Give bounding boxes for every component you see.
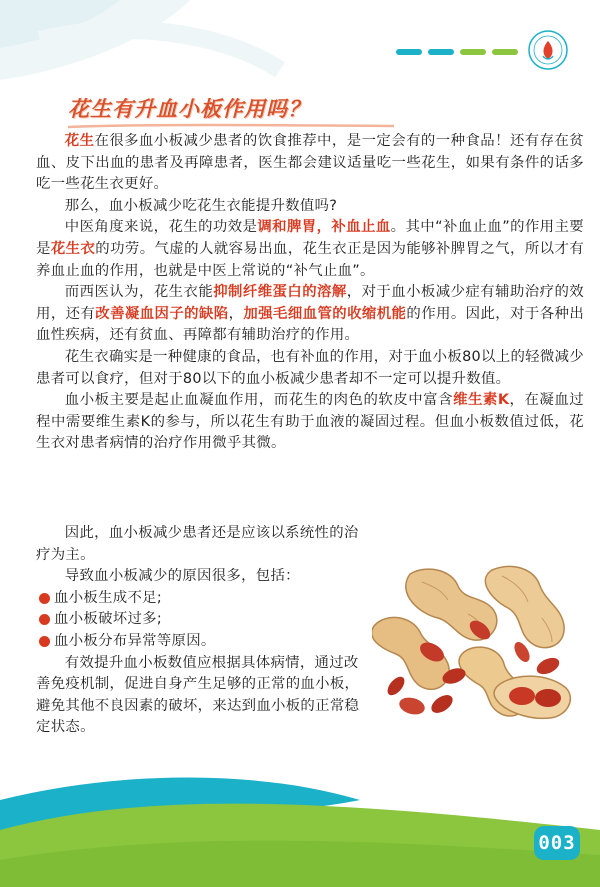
page-title: 花生有升血小板作用吗？ [68, 97, 310, 121]
peanut-shell-icon [485, 567, 564, 648]
highlight-text: 花生衣 [50, 240, 96, 257]
advice-text: 有效提升血小板数值应根据具体病情，通过改善免疫机制，促进自身产生足够的正常的血小板，避免其他不良因素的破坏，来达到血小板的正常稳定状态。 [36, 654, 360, 736]
highlight-text: 调和脾胃，补血止血 [257, 219, 391, 236]
paragraph [36, 196, 584, 218]
bullet-dot-icon [39, 614, 50, 625]
body-text: 在很多血小板减少患者的饮食推荐中，是一定会有的一种食品！还有存在贫血、皮下出血的患者及再障患者，医生都会建议适量吃一些花生，如果有条件的话多吃一些花生衣更好。 [36, 133, 584, 193]
paragraph [36, 390, 584, 455]
highlight-text: 加强毛细血管的收缩机能 [243, 305, 407, 322]
paragraph [36, 131, 584, 196]
body-text: 的作用。因此，对于各种出血性疾病，还有贫血、再障都有辅助治疗的作用。 [36, 305, 585, 344]
bullet-dot-icon [39, 593, 50, 604]
conclusion-section [36, 523, 370, 739]
body-text: ，对于血小板减少症有辅助治疗的效用，还有 [36, 284, 584, 322]
header-dash-decoration [396, 46, 526, 58]
bullet-dot-icon [39, 636, 50, 647]
title-underline-decoration [66, 122, 396, 130]
list-item-text: 血小板生成不足; [54, 589, 162, 606]
highlight-text: 抑制纤维蛋白的溶解 [213, 284, 347, 301]
body-text: 血小板主要是起止血凝血作用，而花生的肉色的软皮中富含 [64, 392, 454, 409]
body-text: 的功劳。气虚的人就容易出血，花生衣正是因为能够补脾胃之气，所以才有养血止血的作用，也就是中医上常说的“补气止血”。 [36, 240, 585, 279]
body-text: 花生衣确实是一种健康的食品，也有补血的作用，对于血小板80以上的轻微减少患者可以食疗，但对于80以下的血小板减少患者却不一定可以提升数值。 [36, 348, 584, 387]
highlight-text: 维生素K [453, 392, 510, 409]
list-item-text: 血小板破坏过多; [54, 611, 162, 628]
article-body [36, 131, 584, 455]
body-text: ，在凝血过程中需要维生素K的参与，所以花生有助于血液的凝固过程。但血小板数值过低，花生衣对患者病情的治疗作用微乎其微。 [36, 392, 584, 452]
list-item [36, 588, 370, 610]
highlight-text: 改善凝血因子的缺陷 [95, 305, 229, 322]
causes-list [36, 588, 370, 653]
paragraph [36, 282, 584, 347]
hospital-logo-icon [526, 28, 570, 72]
highlight-text: 花生 [64, 133, 95, 149]
body-text: 中医角度来说，花生的功效是 [64, 219, 258, 236]
list-item [36, 609, 370, 631]
paragraph [36, 217, 584, 282]
list-item [36, 631, 370, 653]
peanut-illustration [372, 556, 576, 736]
causes-intro: 导致血小板减少的原因很多，包括： [64, 568, 300, 585]
page-number-badge: 003 [534, 826, 580, 860]
list-item-text: 血小板分布异常等原因。 [54, 632, 216, 649]
body-text: 而西医认为，花生衣能 [64, 284, 214, 301]
paragraph [36, 347, 584, 390]
body-text: 那么，血小板减少吃花生衣能提升数值吗? [64, 197, 338, 214]
body-text: 。其中“补血止血”的作用主要是 [36, 219, 584, 257]
conclusion-text: 因此，血小板减少患者还是应该以系统性的治疗为主。 [36, 525, 359, 563]
body-text: ， [228, 305, 244, 322]
